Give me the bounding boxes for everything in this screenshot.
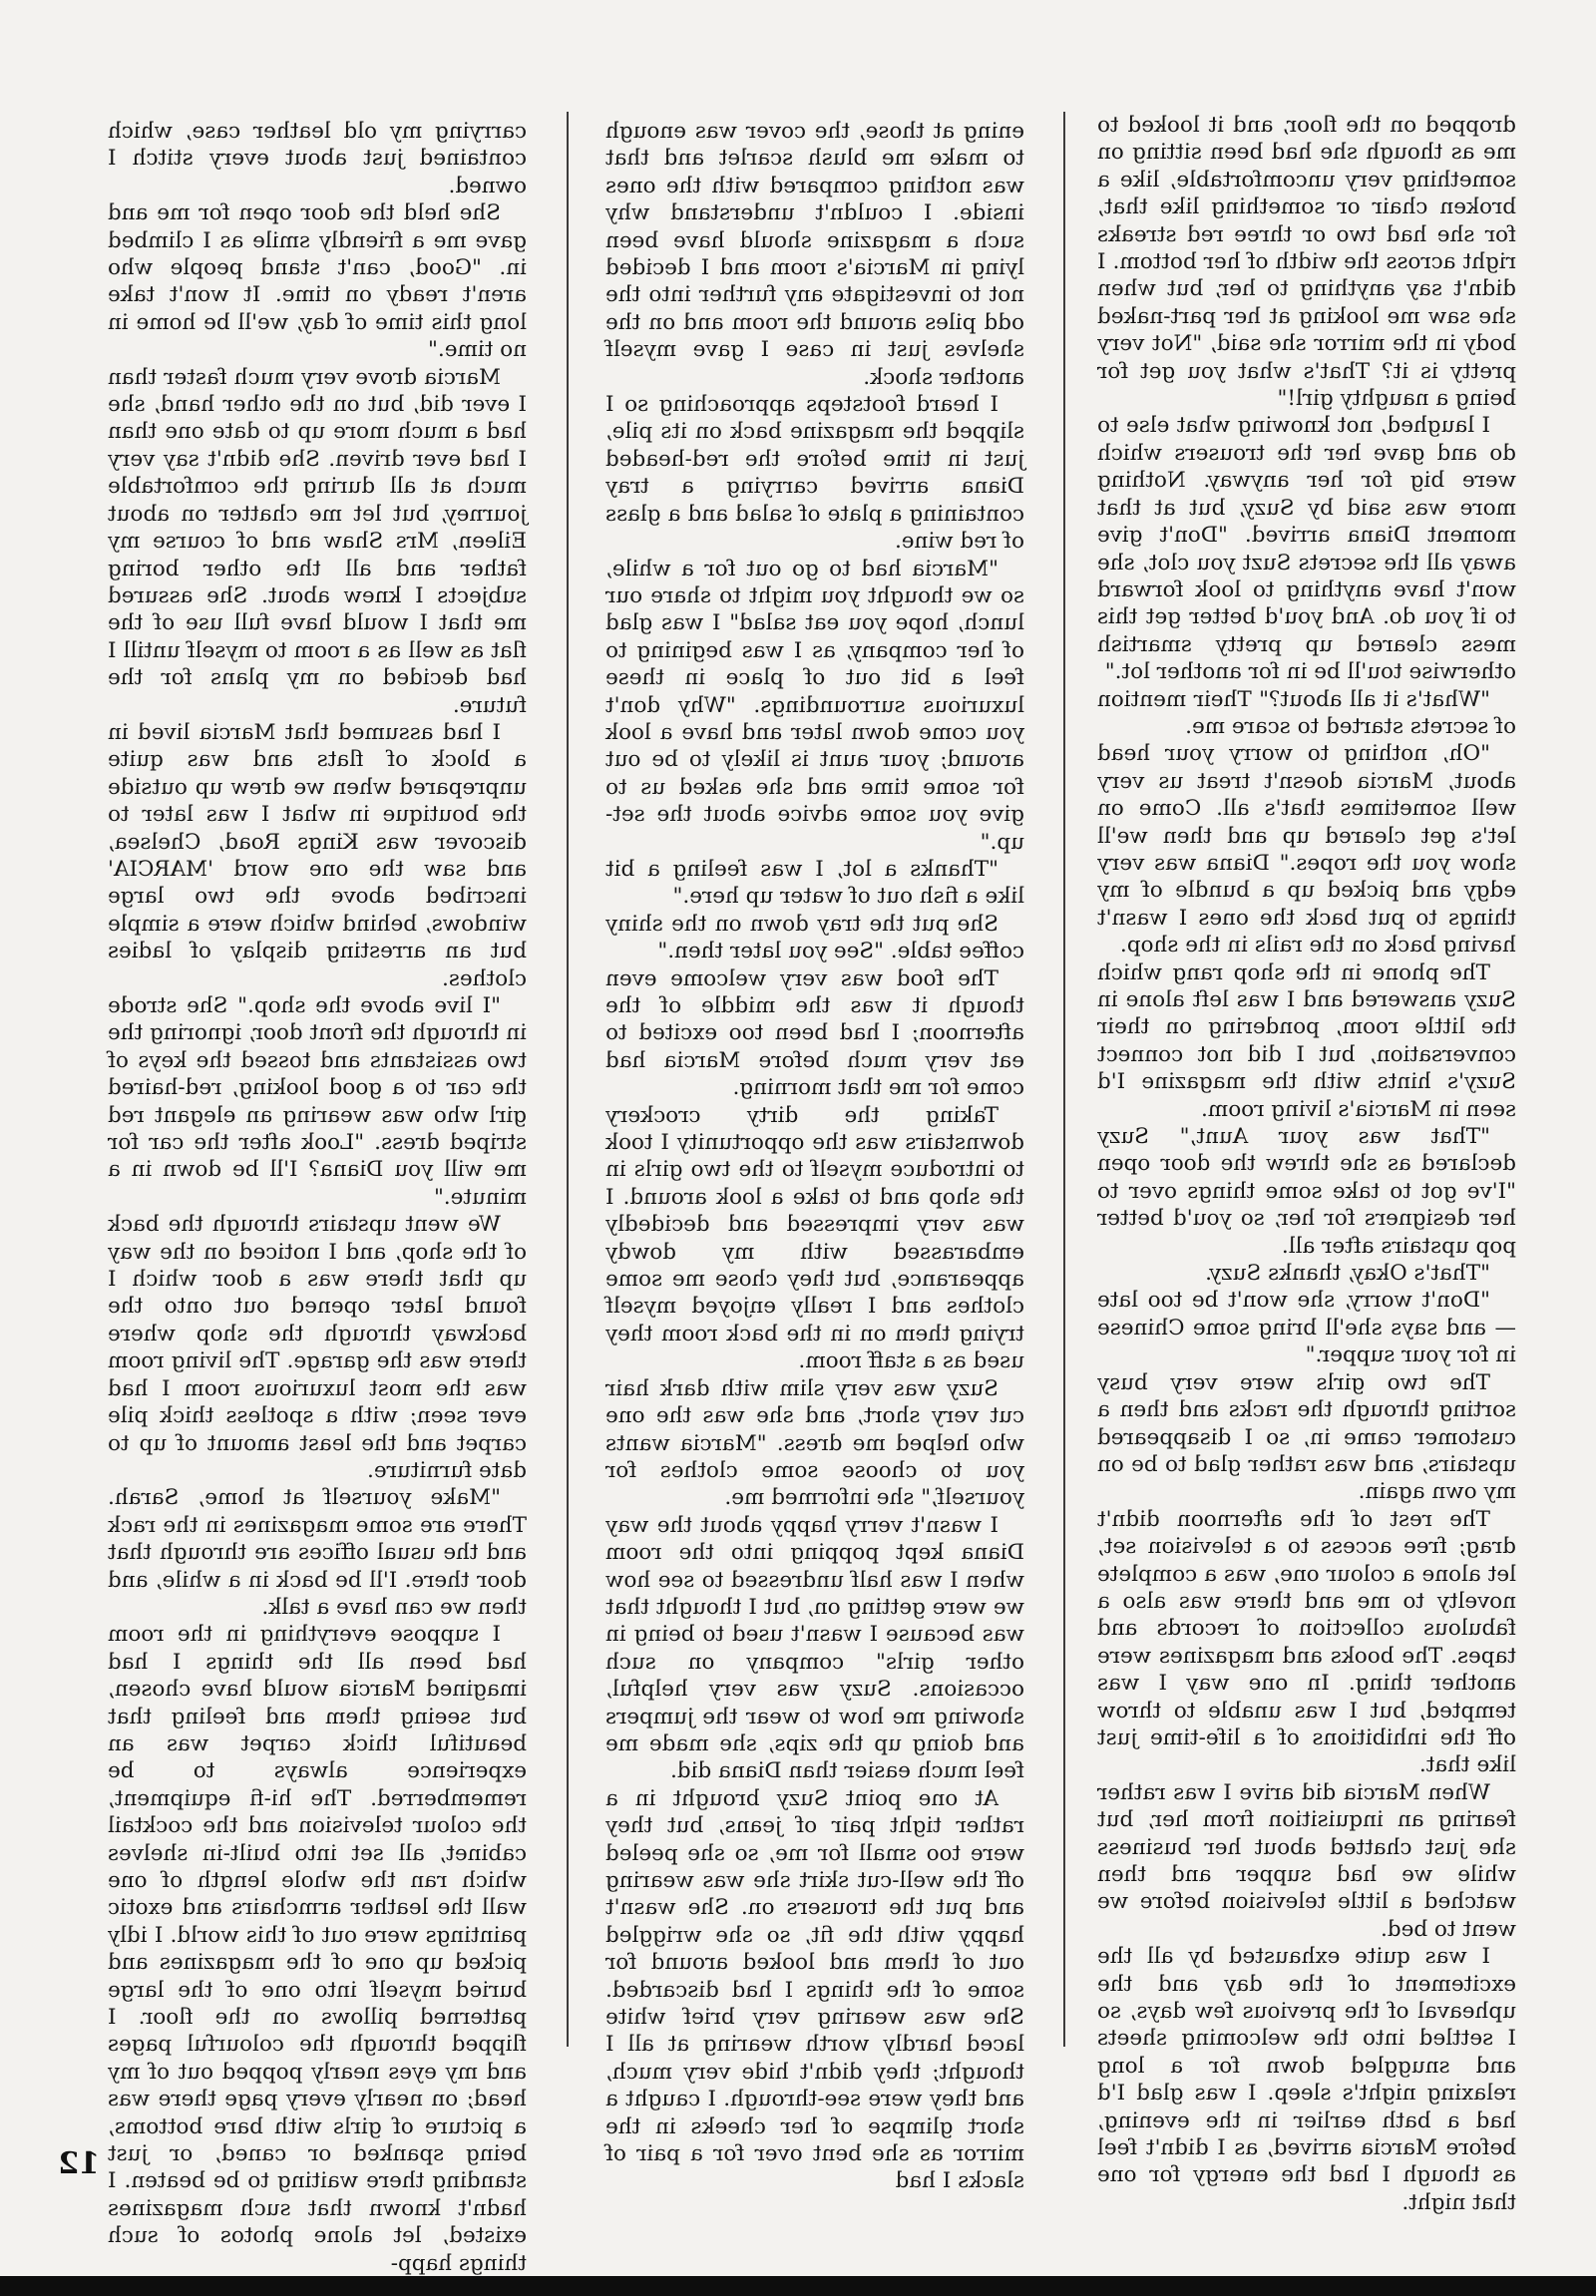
paragraph: We went upstairs through the back of the shop, and I noticed on the way up that there was a door which I found later opened out onto the backway through the shop where there was the garage. The living room was the most luxurious room I had ever seen; with a spotless thick pile carpet and the least amount of up to date furniture. bbox=[108, 1212, 527, 1483]
paragraph: "That's Okay, thanks Suzy. bbox=[1205, 1261, 1490, 1287]
text-column-1 bbox=[1097, 112, 1516, 2215]
text-column-2 bbox=[605, 118, 1024, 2192]
paragraph: The rest of the afternoon didn't drag; free access to a television set, let alone a colour one, was a complete novelty to me and there was also a fabulous collection of records and tapes. The books and magazines were another thing. In one way I was tempted, but I was unable to throw off the inhibitions of a life-time just like that. bbox=[1097, 1506, 1516, 1778]
page-number: 12 bbox=[58, 2146, 100, 2181]
column-divider-1 bbox=[1063, 112, 1065, 2047]
paragraph: "Marcia had to go out for a while, so we thought you might to share our lunch, hope you eat salad" I was glad of her company, as I was begining to feel a bit out of place in these luxurious surroundings. "Why don't you come down later and have a look around; your aunt is likely to be out for some time and she asked us to give you some advice about the set-up." bbox=[605, 556, 1024, 855]
paragraph: When Marcia did arive I was rather fearing an inquisition from her, but she just chatted about her business while we had supper and then watched a little television before we went to bed. bbox=[1097, 1779, 1516, 1942]
paragraph: I wasn't verry happy about the way Diana kept popping into the room when I was half undressed to see how we were getting on, but I thought that was because I wasn't used to being in other girls" company on such occasions. Suzy was very helpful, showing me how to wear the jumpers and doing up the zips, she made me feel much easier than Diana did. bbox=[605, 1512, 1024, 1784]
paragraph: I was quite exhausted by all the excitement of the day and the upheaval of the previous few days, so I settled into the welcoming sheets and snuggled down for a long relaxing night's sleep. I was glad I'd had a bath earlier in the evening, before Marcia arrived, as I didn't feel as though I had the energy for one that night. bbox=[1097, 1944, 1516, 2215]
text-column-3 bbox=[108, 118, 527, 2276]
paragraph: Marcia drove very much faster than I ever did, but on the other hand, she had a much more up to date one than I had ever driven. She didn't say very much at all during the comfortable journey, but let me chatter on about Eileen, Mrs Shaw and of course my father and all the other boring subjects I knew about. She assured me that I would have full use of the flat as well as a room to myself untill I had decided on my plans for the future. bbox=[108, 364, 527, 718]
paragraph: At one point Suzy brought in a rather tight pair of jeans, but they were too small for me, so she peeled off the well-cut skirt she was wearing and put the trousers on. She wasn't happy with the fit, so she wriggled out of them and looked around for some of the things I had discarded. She was wearing very brief white laced hardly worth wearing at all I thought; they didn't hide very much, and they were see-through. I caught a short glimpse of her cheeks in the mirror as she bent over for a pair of slacks I had bbox=[605, 1785, 1024, 2194]
paragraph: "Make yourself at home, Sarah. There are some magazines in the rack and the usual offices are through that door there. I'll be back in a while, and then we can have a talk. bbox=[108, 1485, 527, 1620]
paragraph: She held the door open for me and gave me a friendly smile as I climbed in. "Good, can't stand people who aren't ready on time. It won't take long this time of day, we'll be home in no time." bbox=[108, 200, 527, 363]
paragraph: "That was your Aunt," Suzy declared as she threw the door open "I've got to take some things over to her designers for her, so you'd better pop upstairs after all. bbox=[1097, 1124, 1516, 1259]
paragraph: dropped on the floor, and it looked to me as though she had been sitting on something very uncomfortable, like a broken chair or something like that, for she had two or three red streaks right across the width of her bottom. I didn't say anything to her, but when she saw me looking at her part-naked body in the mirror she said, "Not very pretty is it? That's what you get for being a naughty girl!" bbox=[1097, 113, 1516, 412]
paragraph: "Oh, nothing to worry your head about, Marcia doesn't treat us very well sometimes that's all. Come on let's get cleared up and then we'll show you the ropes." Diana was very edgy and picked up a bundle of my things to put back the ones I wasn't having back on the rails in the shop. bbox=[1097, 741, 1516, 958]
paragraph: The food was very welcome even though it was the middle of the afternoon; I had been too excited to eat very much before Marcia had come for me that morning. bbox=[605, 965, 1024, 1101]
paragraph: She put the tray down on the shiny coffee table. "See you later then." bbox=[605, 911, 1024, 964]
paragraph: "What's it all about?" Their mention of secrets started to scare me. bbox=[1097, 686, 1516, 739]
paragraph: Taking the dirty crockery downstairs was the opportunity I took to introduce myself to the two girls in the shop and to take a look around. I was very impressed and decidedly embarassed with my dowdy appearance, but they chose me some clothes and I really enjoyed myself trying them on in the back room they used as a staff room. bbox=[605, 1102, 1024, 1374]
paragraph: Suzy was very slim with dark hair cut very short, and she was the one who helped me dress. "Marcia wants you to choose some clothes for yourself," she informed me. bbox=[605, 1375, 1024, 1511]
paragraph: "I live above the shop." She strode in through the front door, ignoring the two assistants and tossed the keys of the car to a good looking, red-haired girl who was wearing an elegant red striped dress. "Look after the car for me will you Diana? I'll be down in a minute." bbox=[108, 993, 527, 1210]
paragraph: I heard footsteps approaching so I slipped the magazine back on its pile, just in time before the red-headed Diana arrived carrying a tray containing a plate of salad and a glass of red wine. bbox=[605, 392, 1024, 555]
paragraph: "Don't worry, she won't be too late — and says she'll bring some Chinese in for your supper." bbox=[1097, 1288, 1516, 1368]
paragraph: I had assumed that Marcia lived in a block of flats and was quite unprepared when we drew up outside the boutique in what I was later to discover was Kings Road, Chelsea, and saw the one word 'MARCIA' inscribed above the two large windows, behind which were a simple but an arresting display of ladies clothes. bbox=[108, 719, 527, 991]
paragraph: ening at those, the cover was enough to make me blush scarlet and that was nothing compared with the ones inside. I couldn't understand why such a magazine should have been lying in Marcia's room and I decided not to investigate any further into the odd piles around the room and on the shelves just in case I gave myself another shock. bbox=[605, 119, 1024, 390]
paragraph: I laughed, not knowing what else to do and gave her the trousers which were big for her anyway. Nothing more was said by Suzy, but at that moment Diana arrived. "Don't give away all the secrets Suzt you clot, she won't have anything to look forward to if you do. And you'd better get this mess cleared up pretty smartish otherwise tou'll be in for another lot." bbox=[1097, 413, 1516, 685]
paragraph: I suppose everything in the room had been all the things I had imagined Marcia would have chosen, but seeing them and feeling that beautiful thick carpet was an experience always to be rememberred. The hi-fi equipment, the colour television and the cocktail cabinet, all set into built-in shelves which ran the whole length of one wall the leather armchairs and exotic paintings were out of this world. I idly picked up one of the magazines and buried myself into one of the large patterned pillows on the floor. I flipped through the colourful pages and my eyes nearly popped out of my head; on nearly every page there was a picture of girls with bare bottoms, being spanked or caned, or just standing there waiting to be beaten. I hadn't known that such magazines existed, let alone photos of such things happ- bbox=[108, 1622, 527, 2276]
paragraph: carrying my old leather case, which contained just about every stitch I owned. bbox=[108, 119, 527, 198]
column-divider-2 bbox=[567, 112, 569, 2047]
paragraph: The two girls were very busy sorting through the racks and then a customer came in, so I disappeared upstairs, and was rather glad to be on my own again. bbox=[1097, 1369, 1516, 1505]
bottom-edge-bar bbox=[0, 2276, 1596, 2296]
paragraph: "Thanks a lot, I was feeling a bit like a fish out of water up here." bbox=[605, 856, 1024, 910]
paragraph: The phone in the shop rang which Suzy answered and I was left alone in the little room, pondering on their conversation, but I did not connect Suzy's hints with the magazine I'd seen in Marcia's living room. bbox=[1097, 959, 1516, 1122]
